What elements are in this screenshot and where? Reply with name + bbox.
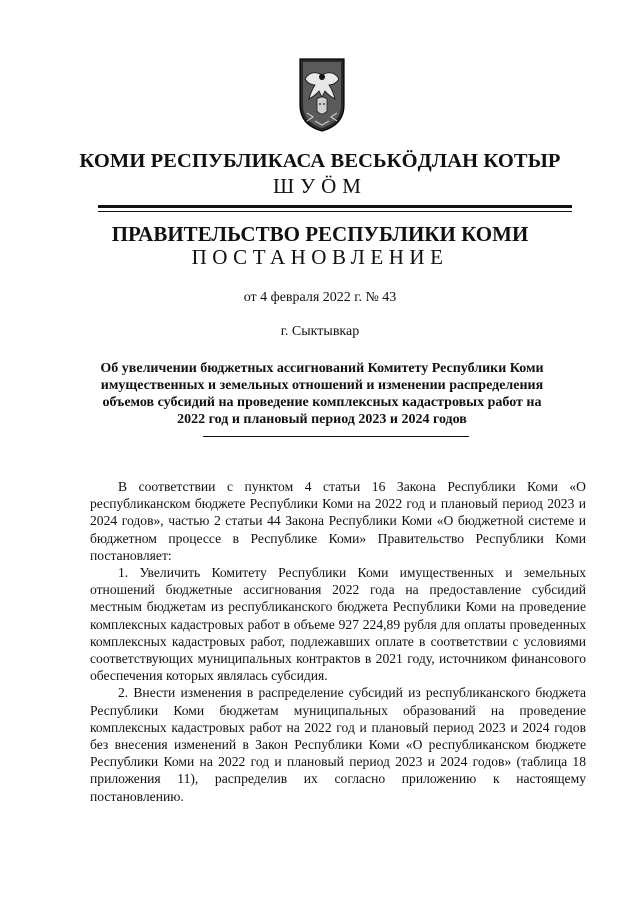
body-paragraph-item-1: 1. Увеличить Комитету Республики Коми имущественных и земельных отношений бюджетные ассигнования 2022 года на предоставление субсидий местным бюджетам из республиканского бюджета Республики Коми на проведение комплексных кадастровых работ в объеме 927 224,89 рубля для оплаты проведенных комплексных кадастровых работ, подлежавших оплате в соответствии с условиями соответствующих муниципальных контрактов в 2021 году, источником финансового обеспечения которых являлась субсидия. xyxy=(90,565,586,684)
title-underline xyxy=(203,436,469,437)
document-date-number: от 4 февраля 2022 г. № 43 xyxy=(243,290,397,305)
header-komi-doc-type: ШУӦМ xyxy=(273,174,367,198)
header-doc-type: ПОСТАНОВЛЕНИЕ xyxy=(191,245,449,269)
header-government: ПРАВИТЕЛЬСТВО РЕСПУБЛИКИ КОМИ xyxy=(111,222,529,246)
document-city: г. Сыктывкар xyxy=(280,324,360,339)
body-paragraph-item-2: 2. Внести изменения в распределение субсидий из республиканского бюджета Республики Коми бюджетам муниципальных образований на проведение комплексных кадастровых работ на 2022 год и плановый период 2023 и 2024 годов без внесения изменений в Закон Республики Коми «О республиканском бюджете Республики Коми на 2022 год и плановый период 2023 и 2024 годов» (таблица 18 приложения 11), распределив их согласно приложению к настоящему постановлению. xyxy=(90,685,586,804)
document-title: Об увеличении бюджетных ассигнований Комитету Республики Коми имущественных и земельных отношений и изменении распределения объемов субсидий на проведение комплексных кадастровых работ на 2022 год и плановый период 2023 и 2024 годов xyxy=(100,361,544,427)
header-komi-government: КОМИ РЕСПУБЛИКАСА ВЕСЬКӦДЛАН КОТЫР xyxy=(79,150,561,172)
komi-coat-of-arms-icon xyxy=(297,55,347,133)
body-paragraph-preamble: В соответствии с пунктом 4 статьи 16 Закона Республики Коми «О республиканском бюджете Республики Коми на 2022 год и плановый период 2023 и 2024 годов», частью 2 статьи 44 Закона Республики Коми «О бюджетной системе и бюджетном процессе в Республике Коми» Правительство Республики Коми постановляет: xyxy=(90,479,586,563)
header-divider-thin xyxy=(98,211,572,212)
header-divider-thick xyxy=(98,205,572,208)
document-body xyxy=(90,478,586,805)
